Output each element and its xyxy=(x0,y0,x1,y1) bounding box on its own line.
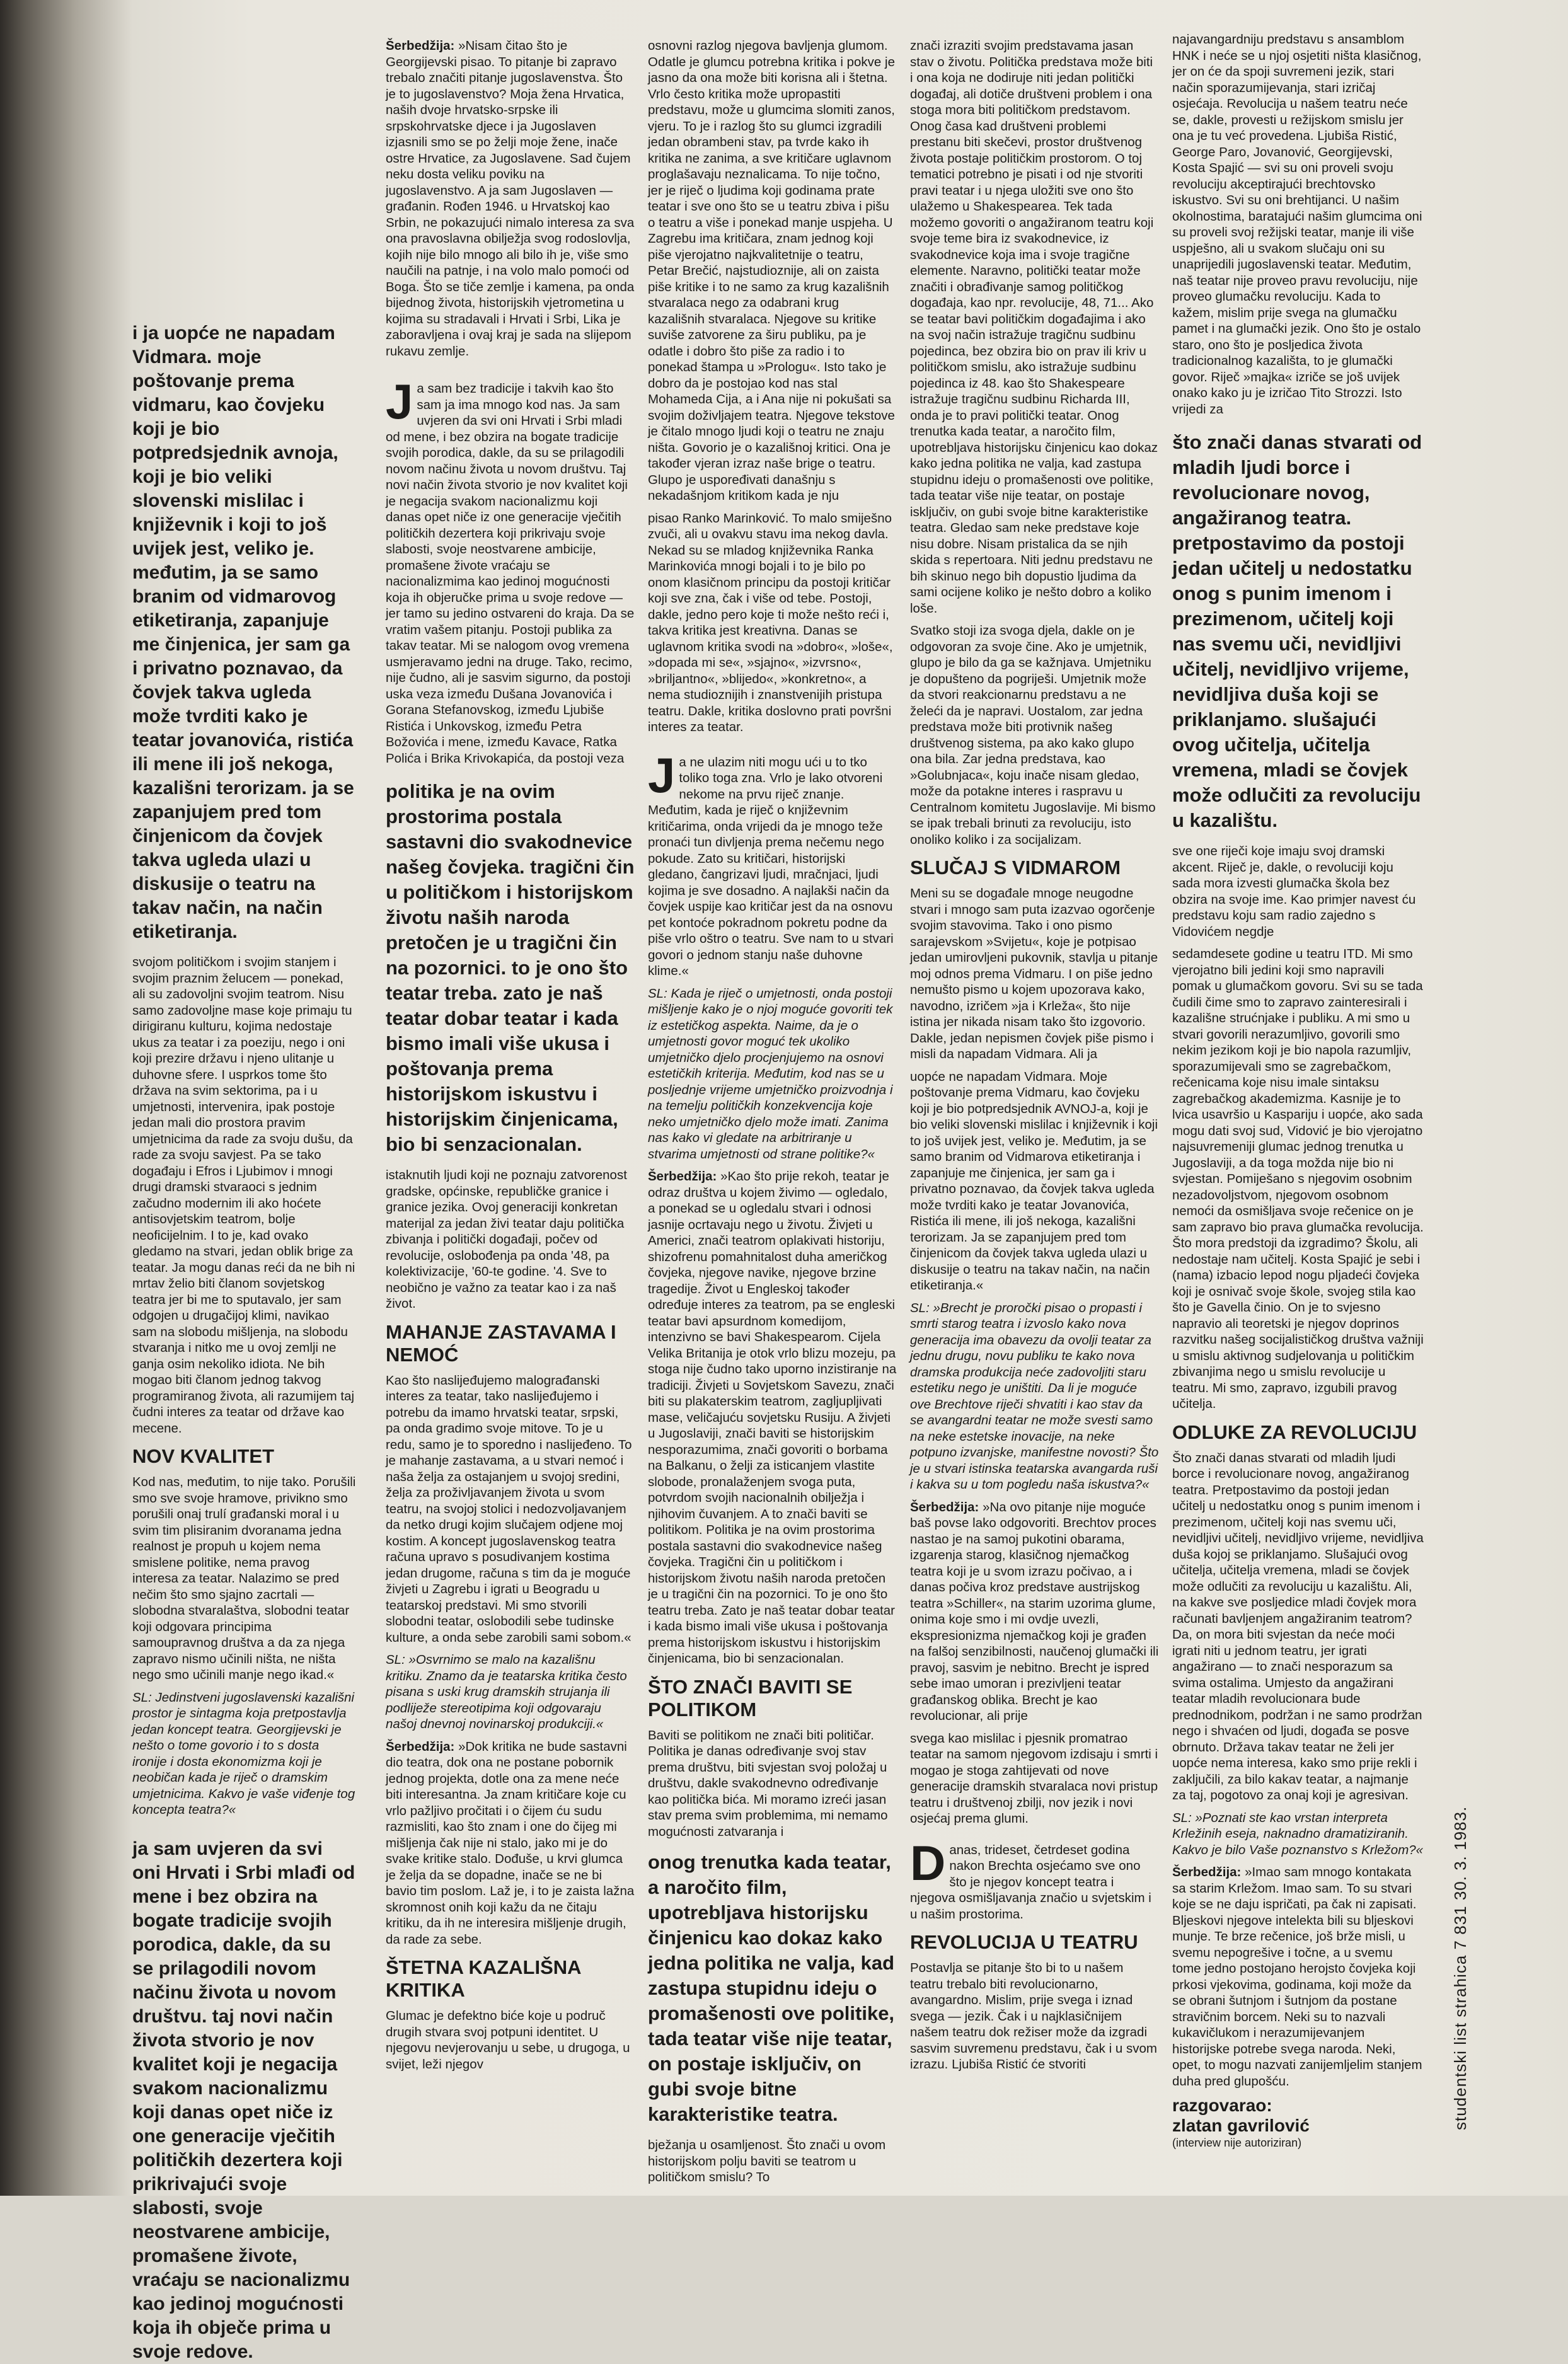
interviewer-question: SL: »Poznati ste kao vrstan interpreta Krležinih eseja, naknadno dramatiziranih. Kakvo je bilo Vaše poznanstvo s Krležom?« xyxy=(1172,1810,1424,1857)
answer-text: »Imao sam mnogo kontakata sa starim Krležom. Imao sam. To su stvari koje se ne daju ispričati, pa čak ni zapisati. Bljeskovi njegove intelekta bili su bljeskovi munje. Te brze rečenice, još brže misli, u svemu nepogrešive i točne, a u svemu tome jedno postojano herojsto čovjeka koji prkosi vjekovima, godinama, koji može da se obrani šutnjom i šutnjom da postane stravičnim borcem. Neki su to nazvali kukavičlukom i nerazumijevanjem historijske potrebe svega naroda. Neki, opet, to mogu nazvati zanijemljelim stanjem duha pred glupošću. xyxy=(1172,1865,1422,2089)
interviewer-question: SL: »Osvrnimo se malo na kazališnu kritiku. Znamo da je teatarska kritika često pisana s uski krug dramskih strujanja ili podliježe stereotipima koji odgovaraju našoj dnevnoj novinarskoj produkciji.« xyxy=(386,1652,627,1731)
column-4-body xyxy=(910,38,1159,2073)
pull-quote-generation: ja sam uvjeren da svi oni Hrvati i Srbi mlađi od mene i bez obzira na bogate tradicije svojih porodica, dakle, da su se prilagodili novom načinu života u novom društvu. taj novi način života stvorio je nov kvalitet koji je negacija svakom nacionalizmu koji danas opet niče iz one generacije vječitih političkih dezertera koji prikrivajući svoje slabosti, svoje neostvarene ambicije, promašene živote, vraćaju se nacionalizmu kao jedinoj mogućnosti koja ih obječe prima u svoje redove. xyxy=(132,1838,355,2362)
section-heading-mahanje: MAHANJE ZASTAVAMA I NEMOĆ xyxy=(386,1320,616,1366)
column-3-body xyxy=(648,38,897,1840)
paragraph: sedamdesete godine u teatru ITD. Mi smo vjerojatno bili jedini koji smo napravili pomak u glumačkom govoru. Svi su se tada čudili čime smo to zapravo zainteresirali i kazališne strućnjake i publiku. A mi smo u stvari govorili nerazumljivo, govorili smo nekim jezikom koji je bio napola razumljiv, sporazumijevali smo se zagrebačkom, rečenicama koje nisu imale sintaksu zagrebačkog akademizma. Kasnije je to lvica usavršio u Kaspariju i uopće, ako sada mogu dati svoj sud, Vidović je bio vjerojatno najsuvremeniji glumac jednog trenutka u Jugoslaviji, a da toga možda nije bio ni svjestan. Pomiješano s njegovim osobnim nezadovoljstvom, njegovom osobnom nemoći da osmišljava svoje rečenice on je sam zapravo bio prava glumačka revolucija. Što mora predstoji da izgradimo? Školu, ali nedostaje nam učitelj. Kosta Spajić je sebi i (nama) izbacio lepod nogu pljadeći čovjeka koji je osnivač svoje škole, svojeg stila kao što je Gavella činio. On je to svjesno napravio ali teoretski je njegov doprinos razvitku našeg socijalističkog društva važniji u smislu aktivnog sudjelovanja u političkim zbivanjima nego u smislu revolucije u teatru. Mi smo, zapravo, izgubili pravog učitelja. xyxy=(1172,947,1424,1411)
paragraph xyxy=(648,747,897,979)
page-footer: studentski list strahica 7 831 30. 3. 1983. xyxy=(1451,1806,1470,2130)
answer-text: a sam bez tradicije i takvih kao što sam ja ima mnogo kod nas. Ja sam uvjeren da svi oni Hrvati i Srbi mladi od mene, i bez obzira na bogate tradicije svojih porodica, dakle, da su se prilagodili novom načinu života u novom društvu. Taj novi način života stvorio je nov kvalitet koji je negacija svakom nacionalizmu koji danas opet niče iz one generacije vječitih političkih dezertera koji prikrivaju svoje slabosti, svoje neostvarene ambicije, promašene živote vraćaju se nacionalizmima kao jedinoj mogućnosti koja ih objeručke prima u svoje redove — jer tamo su jedino ostvareni do kraja. Da se vratim vašem pitanju. Postoji publika za takav teatar. Mi se nalogom ovog vremena usmjeravamo jedni na druge. Tako, recimo, nije čudno, ali je sasvim sigurno, da postoji uska veza između Dušana Jovanovića i Gorana Stefanovskog, između Ljubiše Ristića i Unkovskog, između Petra Božovića i mene, između Kavace, Ratka Polića i Brika Krivokapića, da postoji veza xyxy=(386,381,635,766)
answer-text: »Na ovo pitanje nije moguće baš povse lako odgovoriti. Brechtov proces nastao je na samoj pukotini obarama, izgarenja starog, klasičnog njemačkog teatra koji je u svom izrazu počivao, a i danas počiva kroz predstave austrijskog teatra »Schiller«, na starim uzorima glume, onima koje smo i mi ovdje uvezli, ekspresionizma njemačkog koji je građen na falšoj senzibilnosti, naučenoj glumački ili pravoj, sasvim je nebitno. Brecht je ispred sebe imao umoran i prezivljeni teatar građanskog oblika. Brecht je kao revolucionar, ali prije xyxy=(910,1499,1159,1723)
section-heading-stetna: ŠTETNA KAZALIŠNA KRITIKA xyxy=(386,1956,581,2001)
byline-note: (interview nije autoriziran) xyxy=(1172,2136,1302,2149)
speaker-label: Šerbedžija: xyxy=(386,38,455,53)
answer-text: »Nisam čitao što je Georgijevski pisao. To pitanje bi zapravo trebalo značiti pitanje jugoslavenstva. Što je to jugoslavenstvo? Moja žena Hrvatica, naših dvoje hrvatsko-srpske ili srpskohrvatske djece i ja Jugoslaven izjasnili smo se po želji moje žene, inače ostre Hrvatice, za Jugoslavene. Sad čujem neku dosta veliku poviku na jugoslavenstvo. A ja sam Jugoslaven — građanin. Rođen 1946. u Hrvatskoj kao Srbin, ne pokazujući nimalo interesa za sva ona pravoslavna obilježja svog rodoslovlja, kojih nije bilo mnogo ali bilo ih je, više smo naučili na patnje, i na volo malo pomoći od Boga. Što se tiče zemlje i kamena, pa onda bijednog života, historijskih vjetrometina u kojima su stradavali i Hrvati i Srbi, Lika je zaboravljena i ovaj kraj je sada na slijepom rukavu zemlje. xyxy=(386,38,635,359)
paragraph: znači izraziti svojim predstavama jasan stav o životu. Politička predstava može biti i ona koja ne dodiruje niti jedan politički događaj, ali dotiče društveni problem i ona stoga mora biti političkom predstavom. Onog časa kad društveni problemi prestanu biti skečevi, prostor društvenog života postaje političkim prostorom. O toj tematici potrebno je pisati i od nje stvoriti pravi teatar i u njega uložiti sve ono što ulažemo u Shakespearea. Tek tada možemo govoriti o angažiranom teatru koji svoje teme bira iz svakodnevice, iz svakodnevice koja ima i svoje tragične elemente. Naravno, politički teatar može značiti i obrađivanje samog političkog događaja, kao npr. revolucije, 48, 71... Ako se teatar bavi političkim događajima i ako na svoj način istražuje tragičnu sudbinu pojedinca, bez obzira bio on prav ili kriv u političkom smislu, ako istražuje sudbinu pojedinca iz 48. kao što Shakespeare istražuje tragičnu sudbinu Richarda III, onda je to pravi politički teatar. Onog trenutka kada teatar, a naročito film, upotrebljava historijsku činjenicu kao dokaz kako jedna politika ne valja, kad zastupa stupidnu ideju o promašenosti ove politike, tada teatar više nije teatar, on postaje isključiv, on gubi svoje bitne karakteristike teatra. Gledao sam neke predstave koje nisu dobre. Nisam pristalica da se njih skida s repertoara. Niti jednu predstavu ne bih skinuo nego bih dopustio ljudima da sami ocijene koliko je nešto dobro a koliko loše. xyxy=(910,38,1158,616)
paragraph xyxy=(1172,1864,1424,2089)
drop-cap: J xyxy=(386,374,413,429)
pull-quote-ucitelj: što znači danas stvarati od mladih ljudi borce i revolucionare novog, angažiranog teatra. pretpostavimo da postoji jedan učitelj u nedostatku onog s punim imenom i prezimenom, učitelj koji nas svemu uči, nevidljivi učitelj, nevidljivo vrijeme, nevidljiva duša koji se priklanjamo. slušajući ovog učitelja, učitelja vremena, mladi se čovjek može odlučiti za revoluciju u kazalištu. xyxy=(1172,431,1422,831)
pull-quote-politika: politika je na ovim prostorima postala sastavni dio svakodnevice našeg čovjeka. tragični čin u političkom i historijskom životu naših naroda pretočen je u tragični čin na pozornici. to je ono što teatar treba. zato je naš teatar dobar teatar i kada bismo imali više ukusa i poštovanja prema historijskom iskustvu i historijskim činjenicama, bio bi senzacionalan. xyxy=(386,780,635,1155)
paragraph: najavangardniju predstavu s ansamblom HNK i neće se u njoj osjetiti ništa klasičnog, jer on će da spoji suvremeni jezik, stari način sporazumijevanja, stari izričaj osjećaja. Revolucija u našem teatru neće se, dakle, provesti u režijskom smislu jer ona je tu već provedena. Ljubiša Ristić, George Paro, Jovanović, Georgijevski, Kosta Spajić — svi su oni proveli svoju revoluciju akceptirajući brechtovsko iskustvo. Svi su oni brehtijanci. U našim okolnostima, baratajući našim glumcima oni su proveli svoj režijski teatar, manje ili više uspješno, ali u svakom slučaju oni su unaprijedili jugoslavenski teatar. Međutim, naš teatar nije proveo pravu revoluciju, nije proveo glumačku revoluciju. Kada to kažem, mislim prije svega na glumačku pamet i na glumački jezik. Ono što je ostalo staro, ono što je posljedica života tradicionalnog kazališta, to je glumački govor. Riječ »majka« izriče se još uvijek onako kako ju je izričao Tito Strozzi. Isto vrijedi za xyxy=(1172,32,1422,417)
speaker-label: Šerbedžija: xyxy=(648,1169,717,1184)
section-heading-revolucija: REVOLUCIJA U TEATRU xyxy=(910,1931,1138,1953)
section-heading-odluke: ODLUKE ZA REVOLUCIJU xyxy=(1172,1421,1417,1443)
speaker-label: Šerbedžija: xyxy=(1172,1865,1242,1879)
paragraph: istaknutih ljudi koji ne poznaju zatvorenost gradske, općinske, republičke granice i granice jezika. Ovoj generaciji konkretan materijal za jedan živi teatar daju politička zbivanja i politički događaji, počev od revolucije, oslobođenja pa onda '48, pa kolektivizacije, '60-te godine. '4. Sve to neobično je važno za teatar kao i za naš život. xyxy=(386,1168,627,1311)
column-3 xyxy=(648,38,897,2184)
byline-label: razgovarao: xyxy=(1172,2096,1272,2115)
paragraph: bježanja u osamljenost. Što znači u ovom historijskom polju baviti se teatrom u političkom smislu? To xyxy=(648,2138,886,2184)
paragraph: Postavlja se pitanje što bi to u našem teatru trebalo biti revolucionarno, avangardno. Mislim, prije svega i iznad svega — jezik. Čak i u najklasičnijem našem teatru dok režiser može da izgradi sasvim suvremenu predstavu, čak i u svom izrazu. Ljubiša Ristić će stvoriti xyxy=(910,1961,1157,2072)
paragraph xyxy=(386,38,635,359)
column-2-body-lower xyxy=(386,1167,635,2072)
paragraph: svega kao mislilac i pjesnik promatrao teatar na samom njegovom izdisaju i smrti i mogao je stoga zahtijevati od nove generacije dramskih stvaralaca novi pristup teatru i društvenoj zbilji, nov jezik i novi osjećaj prema glumi. xyxy=(910,1731,1158,1826)
column-2-body xyxy=(386,38,635,766)
paragraph xyxy=(910,1835,1159,1923)
section-heading-sto-znaci: ŠTO ZNAČI BAVITI SE POLITIKOM xyxy=(648,1675,853,1721)
answer-text: a ne ulazim niti mogu ući u to tko toliko toga zna. Vrlo je lako otvoreni nekome na prvu riječ znanje. Međutim, kada je riječ o književnim kritičarima, onda vrijedi da je mnogo teže pronaći tun divljenja prema nečemu nego pokude. Zato su kritičari, historijski gledano, čangrizavi ljudi, mračnjaci, ljudi kojima je sve dosadno. A najlakši način da čovjek uspije kao kritičar jest da na osnovu pet kontoće pokradnom pokretu podne da piše vrlo oštro o teatru. Sve nam to u stvari govori o jednom stanju naše duhovne klime.« xyxy=(648,754,894,978)
paragraph: Kod nas, međutim, to nije tako. Porušili smo sve svoje hramove, privikno smo porušili onaj trulí građanski moral i u svim tim plisiranim dvoranama jedna realnost je propuh u kojem nema smislene politike, nema pravog interesa za teatar. Nalazimo se pred nečim što smo sjajno zacrtali — slobodna stvaralaštva, slobodni teatar koji odgovara principima samoupravnog društva a da za njega zapravo nismo učinili ništa, ne ništa nego smo učinili manje nego ikad.« xyxy=(132,1475,356,1682)
answer-text: »Dok kritika ne bude sastavni dio teatra, dok ona ne postane pobornik jednog projekta, dotle ona za mene neće biti interesantna. Ja znam kritičare koje cu vrlo pažljivo pročitati i o čijem ću sudu razmisliti, kao što znam i one do čijeg mi mišljenja čak nije ni stalo, jako mi je do svake kritike stalo. Dođuše, u krvi glumca je želja da se dopadne, inače se ne bi bavio tim poslom. Laž je, i to je zaista lažna skromnost onih koji kažu da ne čitaju kritiku, da ih ne interesira mišljenje drugih, da rade za sebe. xyxy=(386,1739,635,1947)
answer-text: anas, trideset, četrdeset godina nakon Brechta osjećamo sve ono što je njegov koncept teatra i njegova osmišljavanja značio u svjetskim i u našim prostorima. xyxy=(910,1842,1151,1922)
answer-text: »Kao što prije rekoh, teatar je odraz društva u kojem živimo — ogledalo, a ponekad se u ogledalu stvari i odnosi jasnije ocrtavaju nego u životu. Živjeti u Americi, znači teatrom oplakivati historiju, shizofrenu pomahnitalost duha američkog čovjeka, njegove navike, njegove brzine tragedije. Život u Engleskoj također određuje interes za teatrom, pa se engleski teatar bavi apsurdnom komedijom, intenzivno se bavi Shakespearom. Cijela Velika Britanija je otok vrlo blizu mozeju, pa stoga nije čudno tako uporno inzistiranje na tradiciji. Živjeti u Sovjetskom Savezu, znači biti su plakaterskim teatrom, zagljupljivati mase, veličajuću sovjetsku Rusiju. A živjeti u Jugoslaviji, znači baviti se historijskim nesporazumima, znači govoriti o borbama na Balkanu, o želji za isticanjem vlastite slobode, pronalaženjem svoga puta, potvrdom svojih nacionalnih obilježja i njihovim čuvanjem. A to znači baviti se politikom. Politika je na ovim prostorima postala sastavni dio svakodnevice našeg čovjeka. Tragični čin u političkom i historijskom životu naših naroda pretočen je u tragični čin na pozornici. To je ono što teatru treba. Zato je naš teatar dobar teatar i kada bismo imali više ukusa i poštovanja prema historijskom iskustvu i historijskim činjenicama, bio bi senzacionalan. xyxy=(648,1169,897,1666)
pull-quote-film: onog trenutka kada teatar, a naročito film, upotrebljava historijsku činjenicu kao dokaz kako jedna politika ne valja, kad zastupa stupidnu ideju o promašenosti ove politike, tada teatar više nije teatar, on postaje isključiv, on gubi svoje bitne karakteristike teatra. xyxy=(648,1851,895,2125)
column-1-body xyxy=(132,954,356,1818)
column-5-body xyxy=(1172,32,1424,417)
speaker-label: Šerbedžija: xyxy=(386,1739,455,1754)
interviewer-question: SL: »Brecht je proročki pisao o propasti i smrti starog teatra i izvoslo kako nova generacija ima obavezu da ovolji teatar za jednu drugu, novu publiku te kako nova dramska produkcija neće zadovoljiti staru estetiku nego je uništiti. Da li je moguće ove Brechtove riječi shvatiti i kao stav da se avangardni teatar ne može svesti samo na neke estetske inovacije, na neke potpuno izvanjske, manifestne novosti? Što je u stvari istinska teatarska avangarda ruši i kakva su u tom pogledu naša iskustva?« xyxy=(910,1300,1159,1492)
byline-name: zlatan gavrilović xyxy=(1172,2116,1310,2135)
section-heading-slucaj: SLUČAJ S VIDMAROM xyxy=(910,856,1121,879)
paragraph: uopće ne napadam Vidmara. Moje poštovanje prema Vidmaru, kao čovjeku koji je bio potpredsjednik AVNOJ-a, koji je bio veliki slovenski mislilac i književnik i koji to još uvijek jest, veliko je. Međutim, ja se samo branim od Vidmarova etiketiranja i zapanjuje me činjenica, jer sam ga i privatno poznavao, da čovjek takva ugleda može tvrditi kako je teatar Jovanovića, Ristića ili mene, ili još nekoga, kazališni terorizam. Ja se zapanjujem pred tom činjenicom da čovjek takva ugleda ulazi u diskusije o teatru na takav način, na način etiketiranja.« xyxy=(910,1069,1158,1293)
paragraph: Što znači danas stvarati od mladih ljudi borce i revolucionare novog, angažiranog teatra. Pretpostavimo da postoji jedan učitelj u nedostatku onog s punim imenom i prezimenom, učitelj koji nas svemu uči, nevidljivi učitelj, nevidljivo vrijeme, nevidljiva duša kojoj se priklanjamo. Slušajući ovog učitelja, učitelja vremena, mladi se čovjek može odlučiti za revoluciju u kazalištu. Ali, na kakve sve posljedice mladi čovjek mora računati bavljenjem angažiranim teatrom? Da, on mora biti svjestan da neće moći igrati niti u jednom teatru, jer igrati angažirano — to znači nesporazum sa svima ostalima. Umjesto da angažirani teatar mladih revolucionara bude prednodnikom, podržan i ne samo prodržan nego i shvaćen od ljudi, događa se posve obrnuto. Država takav teatar ne želi jer uopće nema interesa, kako smo prije rekli i zaključili, za bilo kakav teatar, a najmanje za taj, pogotovo za onaj koji je agresivan. xyxy=(1172,1450,1424,1802)
column-5-body-lower xyxy=(1172,843,1424,2150)
column-3-body-lower xyxy=(648,2137,897,2186)
paragraph: sve one riječi koje imaju svoj dramski akcent. Riječ je, dakle, o revoluciji koju sada mora izvesti glumačka škola bez obzira na svoje ime. Kao primjer navest ću predstavu koju sam radio zajedno s Vidovićem negdje xyxy=(1172,844,1416,939)
paragraph xyxy=(386,374,635,766)
column-2 xyxy=(386,38,635,2168)
column-4 xyxy=(910,38,1159,2168)
paragraph: Svatko stoji iza svoga djela, dakle on je odgovoran za svoje čine. Ako je umjetnik, glupo je bilo da ga se kažnjava. Umjetniku je dopušteno da pogriješi. Umjetnik može da stvori reakcionarnu predstavu a ne želeći da je napravi. Uostalom, zar jedna predstava može biti protivnik našeg društvenog sistema, pa ako kako glupo ona bila. Zar jedna predstava, kao »Golubnjaca«, koju inače nisam gledao, može da potakne interes i raspravu u Centralnom komitetu Jugoslavije. Mi bismo se ipak trebali brinuti za revoluciju, isto onoliko koliko i za socijalizam. xyxy=(910,623,1156,847)
paragraph: Meni su se događale mnoge neugodne stvari i mnogo sam puta izazvao ogorčenje svojim stavovima. Tako i ono pismo sarajevskom »Svijetu«, koje je potpisao jedan umirovljeni pukovnik, stavlja u pitanje moj odnos prema Vidmaru. I on piše jedno nemušto pismo u kojem upozorava kako, navodno, izričem »ja i Krleža«, što nije istina jer nikada nisam tako što izgovorio. Dakle, jedan nepismen čovjek piše pismo i misli da napadam Vidmara. Ali ja xyxy=(910,886,1158,1061)
interviewer-question: SL: Kada je riječ o umjetnosti, onda postoji mišljenje kako je o njoj moguće govoriti tek iz estetičkog aspekta. Naime, da je o umjetnosti govor moguć tek ukoliko umjetničko djelo procjenjujemo na osnovi estetičkih kriterija. Međutim, kod nas se u posljednje vrijeme umjetničko proizvodnja i na temelju političkih konzekvencija koje neko umjetničko djelo može imati. Zanima nas kako vi gledate na arbitriranje u stvarima umjetnosti od strane politike?« xyxy=(648,986,893,1162)
paragraph xyxy=(648,1168,897,1667)
pull-quote-vidmar: i ja uopće ne napadam Vidmara. moje poštovanje prema vidmaru, kao čovjeku koji je bio potpredsjednik avnoja, koji je bio veliki slovenski mislilac i književnik i koji to još uvijek jest, veliko je. međutim, ja se samo branim od vidmarovog etiketiranja, zapanjuje me činjenica, jer sam ga i privatno poznavao, da čovjek takva ugleda može tvrditi kako je teatar jovanovića, ristića ili mene ili još nekoga, kazališni terorizam. ja se zapanjujem pred tom činjenicom da čovjek takva ugleda ulazi u diskusije o teatru na takav način, na način etiketiranja. xyxy=(132,323,354,942)
interviewer-question: SL: Jedinstveni jugoslavenski kazališni prostor je sintagma koja pretpostavlja jedan koncept teatra. Georgijevski je nešto o tome govorio i to s dosta ironije i dosta ekonomizma koji je neobičan kada je riječ o dramskim umjetnicima. Kakvo je vaše viđenje tog koncepta teatra?« xyxy=(132,1690,355,1817)
drop-cap: J xyxy=(648,747,676,803)
drop-cap: D xyxy=(910,1835,946,1891)
paragraph: svojom političkom i svojim stanjem i svojim praznim želucem — ponekad, ali su zadovoljni svojim teatrom. Nisu samo zadovoljne mase koje primaju tu dirigiranu kulturu, kojima nedostaje ukus za teatar i za poeziju, nego i oni koji prezire državu i njeno ulitanje u duhovne sfere. I usprkos tome što država na svim sektorima, pa i u umjetnosti, intervenira, ipak postoje jedan mali dio prostora pravim umjetnicima da rade za svoju dušu, da rade za svoju savjest. Pa se tako događaju i Efros i Ljubimov i mnogi drugi dramski stvaraoci s jednim začudno modernim ili ako hoćete antisovjetskim teatrom, bolje neoficijelnim. I to je, kad ovako gledamo na stvari, jedan oblik brige za teatar. Ja mogu danas reći da ne bih ni mrtav želio biti članom sovjetskog teatra jer bi me to sputavalo, jer sam odgojen u drugačijoj klimi, navikao sam na slobodu mišljenja, na slobodu stvaranja i nitko me u ovoj zemlji ne ganja osim nekoliko idiota. Ne bih mogao biti članom jednog takvog programiranog života, ali razumijem taj čudni interes za teatar od države kao mecene. xyxy=(132,955,355,1436)
paragraph: pisao Ranko Marinković. To malo smiješno zvuči, ali u ovakvu stavu ima nekog davla. Nekad su se mladog književnika Ranka Marinkovića mnogi bojali i to je bilo po onom klasičnom principu da postoji kritičar koji sve zna, čak i više od tebe. Postoji, dakle, jedno pero koje ti može nešto reći i, takva kritika jest kreativna. Danas se uglavnom kritika svodi na »dobro«, »loše«, »dopada mi se«, »sjajno«, »izvrsno«, »briljantno«, »blijedo«, »konkretno«, a nema studioznijih i znanstvenijih pristupa teatru. Dakle, kritika doslovno prati površni interes za teatar. xyxy=(648,510,893,734)
paragraph: Kao što naslijeđujemo malograđanski interes za teatar, tako naslijeđujemo i potrebu da imamo hrvatski teatar, srpski, pa onda gradimo svoje mitove. To je u redu, samo je to sporedno i naslijeđeno. To je mahanje zastavama, a u stvari nemoć i naša želja za ostajanjem u svojoj sredini, želja za proživljavanjem života u svom teatru, na svojoj stolici i nedozvoljavanjem da netko drugi kojim slučajem odjene moj kostim. A koncept jugoslavenskog teatra računa upravo s posudivanjem kostima jedan drugome, računa s tim da je moguće živjeti u Zagrebu i igrati u Beogradu u teatarskoj predstavi. Mi smo stvorili slobodni teatar, oslobodili sebe tudinske kulture, a onda sebe zarobili sami sobom.« xyxy=(386,1373,632,1645)
column-1 xyxy=(132,321,356,2362)
paragraph xyxy=(910,1499,1159,1724)
column-5 xyxy=(1172,32,1424,2168)
paragraph xyxy=(386,1739,635,1948)
section-heading-nov-kvalitet: NOV KVALITET xyxy=(132,1445,275,1467)
paragraph: Baviti se politikom ne znači biti političar. Politika je danas određivanje svoj stav prema društvu, biti svjestan svoj položaj u društvu, dakle svakodnevno određivanje kao politička bića. Mi moramo izreći jasan stav prema svim problemima, mi nemamo mogućnosti zatvaranja i xyxy=(648,1727,888,1839)
speaker-label: Šerbedžija: xyxy=(910,1499,979,1514)
paragraph: osnovni razlog njegova bavljenja glumom. Odatle je glumcu potrebna kritika i pokve je jasno da ona može biti korisna ali i štetna. Vrlo često kritika može upropastiti predstavu, može u glumcima slomiti zanos, vjeru. To je i razlog što su glumci izgradili jedan obrambeni stav, pa tvrde kako ih kritika ne zanima, a sve kritičare uglavnom proglašavaju neznalicama. To nije točno, jer je riječ o ljudima koji godinama prate teatar i sve ono što se u teatru zbiva i pišu o teatru a više i ponekad manje uspjeha. U Zagrebu ima kritičara, znam jednog koji piše vjerojatno najkvalitetnije o teatru, Petar Brečić, najstudioznije, ali on zaista piše kritike i to ne samo za krug kazališnih stvaralaca nego za odabrani krug kazališnih stvaralaca. Njegove su kritike suviše zatvorene za širu publiku, pa je odatle i dobro što piše za radio i to ponekad štampa u »Prologu«. Isto tako je dobro da je postojao kod nas stal Mohameda Cija, a i Ana nije ni pokušati sa svojim doživljajem teatra. Njegove tekstove je čitalo mnogo ljudi koji o teatru ne znaju ništa. Govorio je o kazališnoj kritici. Ona je također vjeran izraz naše brige o teatru. Glupo je uspoređivati današnju s nekadašnjom kritikom kada je nju xyxy=(648,38,895,503)
paragraph: Glumac je defektno biće koje u područ drugih stvara svoj potpuni identitet. U njegovu nevjerovanju u sebe, u drugoga, u svijet, leži njegov xyxy=(386,2009,630,2072)
